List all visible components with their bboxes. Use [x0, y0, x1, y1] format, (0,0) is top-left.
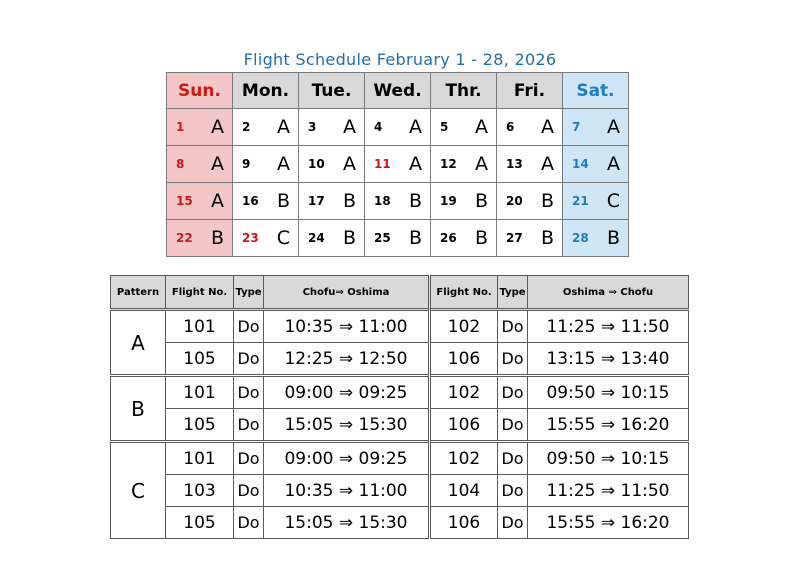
- outbound-type: Do: [234, 376, 264, 409]
- calendar-day-cell: [167, 109, 233, 146]
- day-number: 4: [374, 120, 383, 134]
- pattern-header: Pattern: [111, 276, 166, 310]
- calendar-week-row: [167, 109, 629, 146]
- schedule-row: [111, 475, 689, 507]
- outbound-time: 10:35 ⇒ 11:00: [264, 475, 430, 507]
- return-time: 15:55 ⇒ 16:20: [528, 409, 689, 442]
- calendar-week-row: [167, 183, 629, 220]
- day-pattern: A: [277, 153, 290, 175]
- day-pattern: A: [409, 153, 422, 175]
- day-pattern: B: [540, 190, 554, 212]
- day-pattern: A: [343, 153, 356, 175]
- calendar-day-cell: [233, 220, 299, 257]
- outbound-flight-no: 105: [166, 409, 234, 442]
- day-number: 9: [242, 157, 251, 171]
- calendar-day-cell: [299, 183, 365, 220]
- day-number: 18: [374, 194, 391, 208]
- day-number: 28: [572, 231, 589, 245]
- calendar-day-cell: [233, 109, 299, 146]
- schedule-row: [111, 343, 689, 376]
- calendar-day-header: Tue.: [299, 73, 365, 109]
- day-number: 2: [242, 120, 251, 134]
- calendar-week-row: [167, 146, 629, 183]
- return-flight-no: 102: [430, 442, 498, 475]
- calendar-day-header: Thr.: [431, 73, 497, 109]
- calendar-day-cell: [497, 220, 563, 257]
- outbound-time: 15:05 ⇒ 15:30: [264, 507, 430, 539]
- day-pattern: C: [606, 190, 620, 212]
- calendar-day-cell: [431, 220, 497, 257]
- day-pattern: A: [211, 116, 224, 138]
- day-number: 13: [506, 157, 523, 171]
- pattern-label: C: [111, 442, 166, 539]
- day-pattern: A: [475, 116, 488, 138]
- calendar-day-cell: [563, 220, 629, 257]
- calendar-day-header: Sun.: [167, 73, 233, 109]
- calendar-day-header: Mon.: [233, 73, 299, 109]
- day-pattern: A: [541, 116, 554, 138]
- calendar-day-cell: [497, 183, 563, 220]
- return-time: 13:15 ⇒ 13:40: [528, 343, 689, 376]
- outbound-flight-no: 105: [166, 343, 234, 376]
- outbound-flight-no: 101: [166, 376, 234, 409]
- return-flight-no: 102: [430, 310, 498, 343]
- day-pattern: B: [474, 190, 488, 212]
- type-header: Type: [234, 276, 264, 310]
- outbound-flight-no: 101: [166, 310, 234, 343]
- return-flight-no: 102: [430, 376, 498, 409]
- return-time: 11:25 ⇒ 11:50: [528, 310, 689, 343]
- schedule-table: [110, 275, 689, 539]
- calendar-day-cell: [563, 183, 629, 220]
- day-number: 8: [176, 157, 185, 171]
- calendar-day-cell: [365, 109, 431, 146]
- pattern-label: A: [111, 310, 166, 376]
- day-pattern: B: [342, 227, 356, 249]
- return-type: Do: [498, 343, 528, 376]
- calendar-day-cell: [563, 146, 629, 183]
- day-number: 3: [308, 120, 317, 134]
- return-type: Do: [498, 376, 528, 409]
- day-pattern: B: [540, 227, 554, 249]
- day-pattern: A: [343, 116, 356, 138]
- day-pattern: C: [276, 227, 290, 249]
- return-flight-no: 106: [430, 409, 498, 442]
- day-number: 26: [440, 231, 457, 245]
- day-number: 12: [440, 157, 457, 171]
- calendar-day-cell: [167, 183, 233, 220]
- return-type: Do: [498, 507, 528, 539]
- calendar-day-cell: [299, 220, 365, 257]
- outbound-time: 10:35 ⇒ 11:00: [264, 310, 430, 343]
- day-pattern: B: [210, 227, 224, 249]
- return-time: 09:50 ⇒ 10:15: [528, 442, 689, 475]
- outbound-flight-no: 105: [166, 507, 234, 539]
- day-pattern: B: [606, 227, 620, 249]
- day-pattern: B: [474, 227, 488, 249]
- day-pattern: A: [409, 116, 422, 138]
- day-pattern: A: [607, 153, 620, 175]
- calendar-week-row: [167, 220, 629, 257]
- day-pattern: B: [342, 190, 356, 212]
- day-pattern: A: [277, 116, 290, 138]
- day-pattern: A: [541, 153, 554, 175]
- outbound-time: 12:25 ⇒ 12:50: [264, 343, 430, 376]
- calendar-day-cell: [167, 220, 233, 257]
- outbound-time: 09:00 ⇒ 09:25: [264, 376, 430, 409]
- day-number: 15: [176, 194, 193, 208]
- return-header: Oshima ⇒ Chofu: [528, 276, 689, 310]
- return-time: 09:50 ⇒ 10:15: [528, 376, 689, 409]
- calendar-day-cell: [167, 146, 233, 183]
- schedule-header-row: [111, 276, 689, 310]
- outbound-type: Do: [234, 310, 264, 343]
- return-type: Do: [498, 442, 528, 475]
- day-number: 25: [374, 231, 391, 245]
- schedule-row: [111, 310, 689, 343]
- calendar-day-cell: [431, 109, 497, 146]
- day-number: 23: [242, 231, 259, 245]
- calendar-day-cell: [233, 146, 299, 183]
- return-type: Do: [498, 475, 528, 507]
- outbound-flight-no: 101: [166, 442, 234, 475]
- day-number: 24: [308, 231, 325, 245]
- day-number: 10: [308, 157, 325, 171]
- calendar-header-row: [167, 73, 629, 109]
- page-title: Flight Schedule February 1 - 28, 2026: [243, 50, 557, 69]
- schedule-row: [111, 409, 689, 442]
- calendar-day-cell: [299, 109, 365, 146]
- calendar-day-cell: [563, 109, 629, 146]
- day-number: 22: [176, 231, 193, 245]
- calendar-day-cell: [299, 146, 365, 183]
- calendar-day-cell: [233, 183, 299, 220]
- outbound-time: 09:00 ⇒ 09:25: [264, 442, 430, 475]
- day-number: 16: [242, 194, 259, 208]
- day-number: 19: [440, 194, 457, 208]
- calendar-day-cell: [365, 183, 431, 220]
- outbound-type: Do: [234, 507, 264, 539]
- return-time: 15:55 ⇒ 16:20: [528, 507, 689, 539]
- outbound-type: Do: [234, 343, 264, 376]
- outbound-type: Do: [234, 409, 264, 442]
- day-number: 17: [308, 194, 325, 208]
- day-pattern: A: [211, 153, 224, 175]
- pattern-label: B: [111, 376, 166, 442]
- calendar-day-cell: [497, 109, 563, 146]
- return-time: 11:25 ⇒ 11:50: [528, 475, 689, 507]
- outbound-type: Do: [234, 475, 264, 507]
- outbound-header: Chofu⇒ Oshima: [264, 276, 430, 310]
- schedule-row: [111, 507, 689, 539]
- outbound-time: 15:05 ⇒ 15:30: [264, 409, 430, 442]
- calendar-day-header: Fri.: [497, 73, 563, 109]
- calendar-day-cell: [365, 220, 431, 257]
- day-pattern: B: [408, 227, 422, 249]
- outbound-type: Do: [234, 442, 264, 475]
- return-type: Do: [498, 310, 528, 343]
- day-pattern: A: [211, 190, 224, 212]
- return-flight-no: 106: [430, 343, 498, 376]
- day-number: 14: [572, 157, 589, 171]
- day-number: 27: [506, 231, 523, 245]
- calendar-day-cell: [431, 146, 497, 183]
- day-pattern: A: [475, 153, 488, 175]
- outbound-flight-no: 103: [166, 475, 234, 507]
- return-flight-no: 106: [430, 507, 498, 539]
- calendar-day-cell: [365, 146, 431, 183]
- type-header: Type: [498, 276, 528, 310]
- return-flight-no: 104: [430, 475, 498, 507]
- calendar-day-cell: [497, 146, 563, 183]
- flight-no-header: Flight No.: [166, 276, 234, 310]
- day-number: 20: [506, 194, 523, 208]
- calendar-day-header: Wed.: [365, 73, 431, 109]
- day-number: 11: [374, 157, 391, 171]
- day-number: 5: [440, 120, 449, 134]
- schedule-row: [111, 376, 689, 409]
- day-pattern: B: [408, 190, 422, 212]
- day-number: 1: [176, 120, 185, 134]
- day-pattern: A: [607, 116, 620, 138]
- return-type: Do: [498, 409, 528, 442]
- calendar-day-header: Sat.: [563, 73, 629, 109]
- day-number: 21: [572, 194, 589, 208]
- day-pattern: B: [276, 190, 290, 212]
- calendar-table: [166, 72, 629, 257]
- day-number: 7: [572, 120, 581, 134]
- schedule-row: [111, 442, 689, 475]
- calendar-day-cell: [431, 183, 497, 220]
- flight-no-header: Flight No.: [430, 276, 498, 310]
- day-number: 6: [506, 120, 515, 134]
